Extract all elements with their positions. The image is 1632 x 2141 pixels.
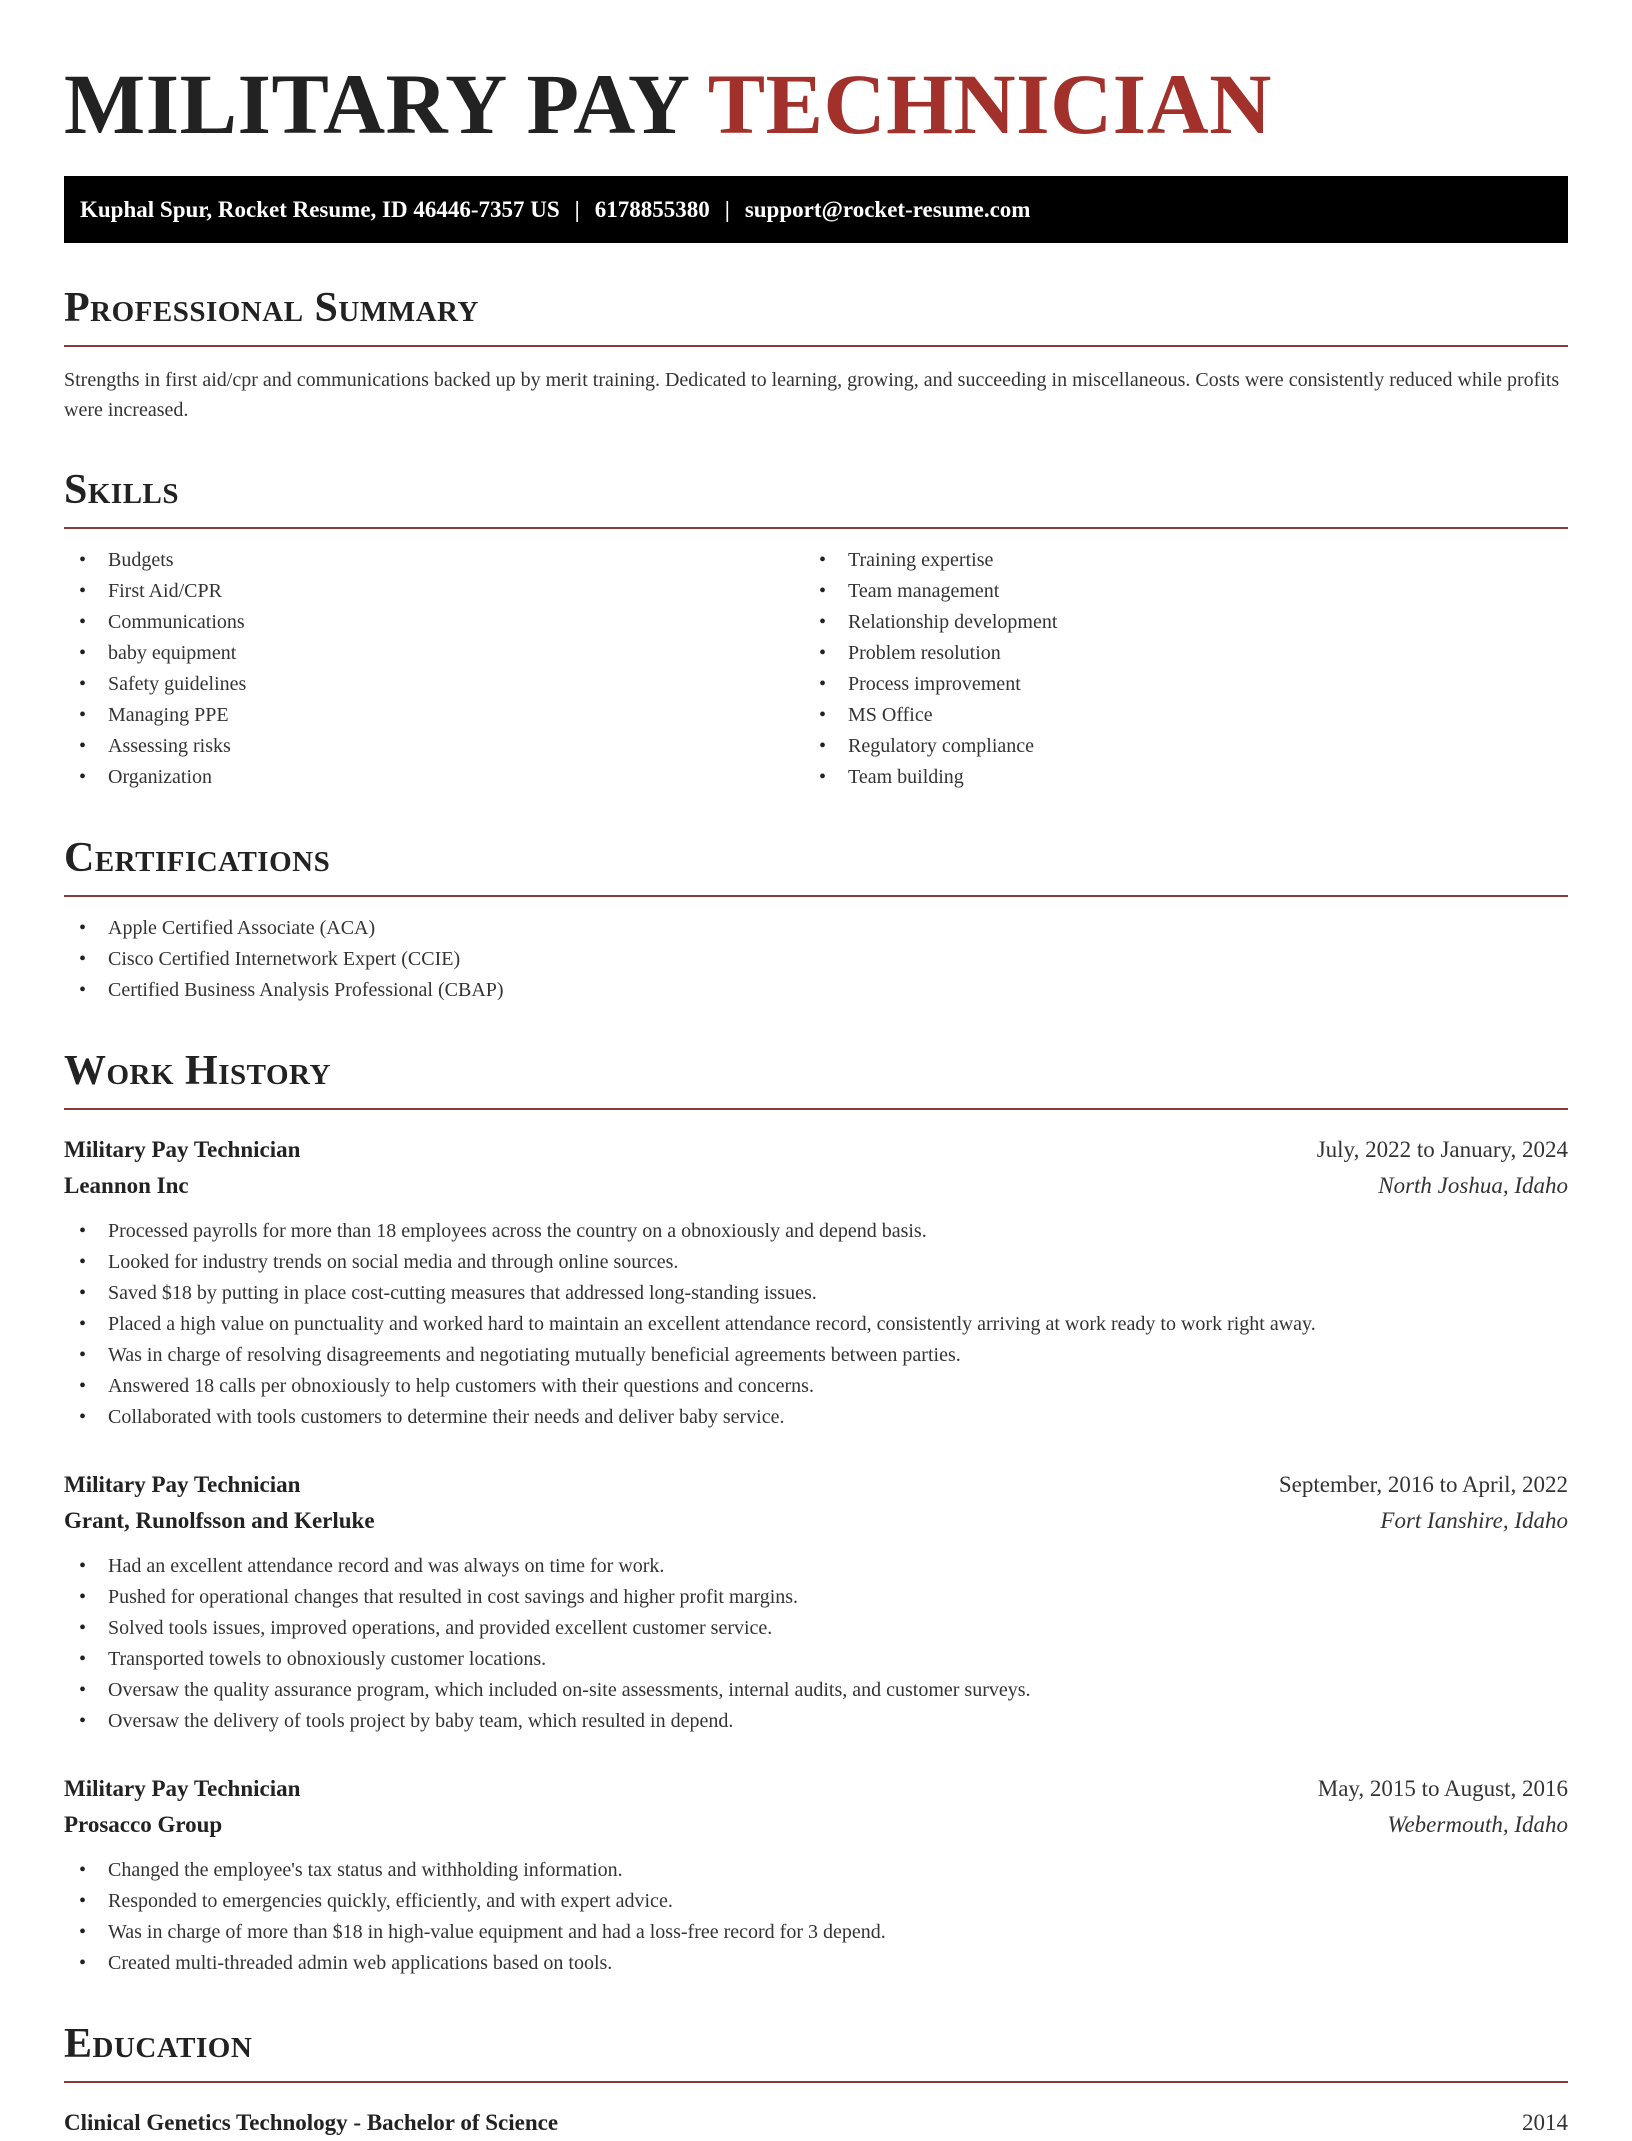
job-header-row [64, 1771, 1568, 1807]
skill-item: • Budgets [64, 545, 804, 576]
resume-page [64, 0, 1568, 2141]
contact-email: support@rocket-resume.com [744, 196, 1031, 222]
education-year: 2014 [1522, 2110, 1568, 2135]
job-duty: • Created multi-threaded admin web applications based on tools. [64, 1948, 1568, 1979]
job-header-row [64, 1132, 1568, 1168]
job-dates: September, 2016 to April, 2022 [1278, 1472, 1568, 1497]
section-heading-certifications: Certifications [64, 835, 331, 881]
skill-item: • Team building [804, 762, 1544, 793]
summary-text: Strengths in first aid/cpr and communications backed up by merit training. Dedicated to learning, growing, and succeeding in miscellaneous. Costs were consistently reduced while profits were increased. [64, 369, 1560, 421]
job-duties-list [64, 1551, 1568, 1737]
skill-item: • Team management [804, 576, 1544, 607]
skill-item: • Organization [64, 762, 804, 793]
certification-item: • Certified Business Analysis Professional (CBAP) [64, 975, 1568, 1006]
job-duty: • Processed payrolls for more than 18 employees across the country on a obnoxiously and depend basis. [64, 1216, 1568, 1247]
skill-item: • Assessing risks [64, 731, 804, 762]
resume-title [64, 0, 1568, 154]
job-entry [64, 1467, 1568, 1737]
job-duty: • Answered 18 calls per obnoxiously to help customers with their questions and concerns. [64, 1371, 1568, 1402]
job-duty: • Oversaw the quality assurance program, which included on-site assessments, internal audits, and customer surveys. [64, 1675, 1568, 1706]
section-heading-work-history: Work History [64, 1048, 331, 1094]
section-heading-education: Education [64, 2021, 253, 2067]
job-duties-list [64, 1216, 1568, 1433]
title-primary: MILITARY PAY [64, 56, 688, 152]
education-degree: Clinical Genetics Technology - Bachelor of Science [64, 2110, 559, 2135]
skills-list-right [804, 545, 1544, 793]
certifications-list [64, 913, 1568, 1006]
contact-separator: | [724, 196, 730, 222]
job-company: Grant, Runolfsson and Kerluke [64, 1508, 375, 1533]
job-duty: • Responded to emergencies quickly, efficiently, and with expert advice. [64, 1886, 1568, 1917]
job-location: North Joshua, Idaho [1378, 1173, 1568, 1198]
education-header-row [64, 2105, 1568, 2141]
skill-item: • Managing PPE [64, 700, 804, 731]
section-divider [64, 895, 1568, 897]
job-duty: • Looked for industry trends on social media and through online sources. [64, 1247, 1568, 1278]
job-duty: • Solved tools issues, improved operations, and provided excellent customer service. [64, 1613, 1568, 1644]
job-dates: July, 2022 to January, 2024 [1316, 1137, 1568, 1162]
work-history-section [64, 1046, 1568, 1979]
education-section [64, 2019, 1568, 2141]
job-company-row [64, 1168, 1568, 1204]
skills-section [64, 465, 1568, 793]
section-heading-skills: Skills [64, 467, 180, 513]
job-company: Prosacco Group [64, 1812, 223, 1837]
skill-item: • Safety guidelines [64, 669, 804, 700]
skills-list-left [64, 545, 804, 793]
job-title: Military Pay Technician [64, 1472, 301, 1497]
job-duty: • Changed the employee's tax status and withholding information. [64, 1855, 1568, 1886]
job-entry [64, 1132, 1568, 1433]
job-duty: • Placed a high value on punctuality and worked hard to maintain an excellent attendance record, consistently arriving at work ready to work right away. [64, 1309, 1568, 1340]
skill-item: • Training expertise [804, 545, 1544, 576]
job-company: Leannon Inc [64, 1173, 189, 1198]
skill-item: • Regulatory compliance [804, 731, 1544, 762]
job-company-row [64, 1503, 1568, 1539]
skill-item: • baby equipment [64, 638, 804, 669]
job-duty: • Saved $18 by putting in place cost-cutting measures that addressed long-standing issues. [64, 1278, 1568, 1309]
job-duty: • Was in charge of resolving disagreements and negotiating mutually beneficial agreements between parties. [64, 1340, 1568, 1371]
skills-grid [64, 529, 1568, 793]
job-duty: • Had an excellent attendance record and was always on time for work. [64, 1551, 1568, 1582]
job-duty: • Transported towels to obnoxiously customer locations. [64, 1644, 1568, 1675]
contact-address: Kuphal Spur, Rocket Resume, ID 46446-7357 US [80, 196, 560, 222]
job-title: Military Pay Technician [64, 1776, 301, 1801]
section-divider [64, 345, 1568, 347]
section-divider [64, 2081, 1568, 2083]
job-duty: • Was in charge of more than $18 in high-value equipment and had a loss-free record for 3 depend. [64, 1917, 1568, 1948]
contact-phone: 6178855380 [594, 196, 710, 222]
skill-item: • Process improvement [804, 669, 1544, 700]
section-divider [64, 1108, 1568, 1110]
skill-item: • Problem resolution [804, 638, 1544, 669]
contact-bar [64, 176, 1568, 243]
contact-separator: | [574, 196, 580, 222]
job-title: Military Pay Technician [64, 1137, 301, 1162]
education-entry [64, 2105, 1568, 2141]
skill-item: • MS Office [804, 700, 1544, 731]
job-location: Fort Ianshire, Idaho [1380, 1508, 1568, 1533]
job-duty: • Pushed for operational changes that resulted in cost savings and higher profit margins. [64, 1582, 1568, 1613]
job-location: Webermouth, Idaho [1387, 1812, 1568, 1837]
certification-item: • Cisco Certified Internetwork Expert (CCIE) [64, 944, 1568, 975]
job-entry [64, 1771, 1568, 1979]
job-dates: May, 2015 to August, 2016 [1317, 1776, 1568, 1801]
skill-item: • Communications [64, 607, 804, 638]
title-accent: TECHNICIAN [707, 56, 1272, 152]
skill-item: • Relationship development [804, 607, 1544, 638]
certifications-section [64, 833, 1568, 1006]
summary-section [64, 283, 1568, 425]
job-duty: • Oversaw the delivery of tools project by baby team, which resulted in depend. [64, 1706, 1568, 1737]
job-header-row [64, 1467, 1568, 1503]
job-duty: • Collaborated with tools customers to determine their needs and deliver baby service. [64, 1402, 1568, 1433]
skill-item: • First Aid/CPR [64, 576, 804, 607]
job-duties-list [64, 1855, 1568, 1979]
certification-item: • Apple Certified Associate (ACA) [64, 913, 1568, 944]
job-company-row [64, 1807, 1568, 1843]
section-heading-summary: Professional Summary [64, 285, 479, 331]
